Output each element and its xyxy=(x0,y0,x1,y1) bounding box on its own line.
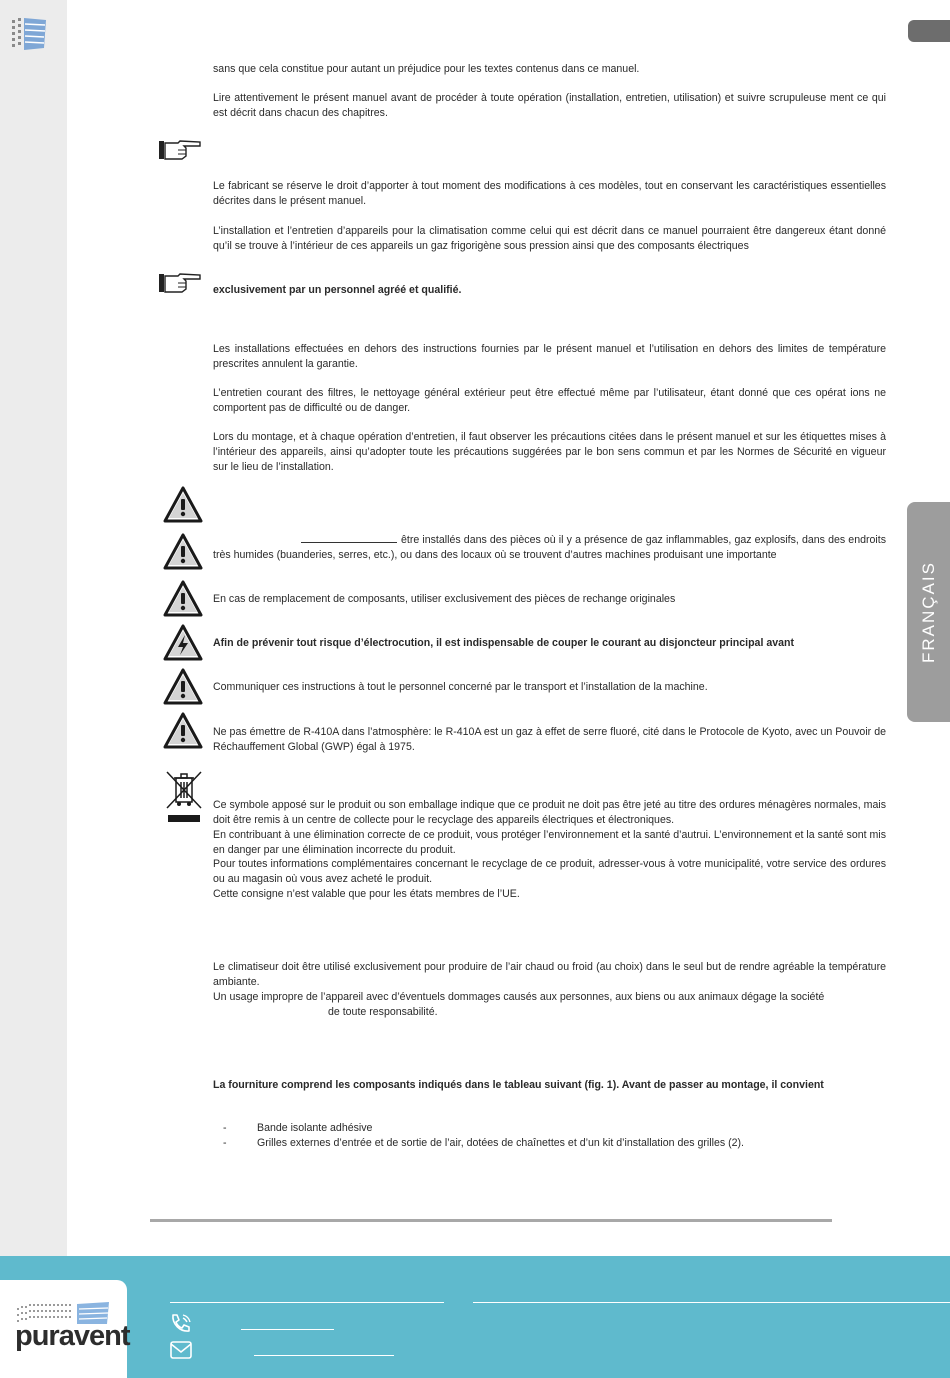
paragraph-intro: sans que cela constitue pour autant un préjudice pour les textes contenus dans ce manuel. xyxy=(213,63,640,75)
crossed-bin-icon xyxy=(164,770,204,826)
supply-intro: La fourniture comprend les composants indiqués dans le tableau suivant (fig. 1). Avant de passer au montage, il convient xyxy=(213,1079,824,1091)
language-tab-label: FRANÇAIS xyxy=(918,561,938,663)
usage-paragraph-3: de toute responsabilité. xyxy=(328,1006,438,1018)
section-divider xyxy=(150,1219,832,1222)
paragraph-qualified-staff: exclusivement par un personnel agréé et qualifié. xyxy=(213,284,462,296)
recycling-paragraph-2: En contribuant à une élimination correcte de ce produit, vous protéger l’environnement et la santé d’autrui. L’environnement et la santé sont mis en danger par une élimination incorrecte du produit. xyxy=(213,829,886,856)
warning-triangle-icon xyxy=(163,668,203,706)
recycling-paragraph-3: Pour toutes informations complémentaires concernant le recyclage de ce produit, adresser-vous à votre municipalité, votre service des ordures ou au magasin où vous avez acheté le produit. xyxy=(213,858,886,885)
warning-triangle-icon xyxy=(163,580,203,618)
warning-triangle-icon xyxy=(163,712,203,750)
electric-hazard-icon xyxy=(163,624,203,662)
paragraph-read-manual: Lire attentivement le présent manuel avant de procéder à toute opération (installation, entretien, utilisation) et suivre scrupuleuse ment ce qui est décrit dans chacun des chapitres. xyxy=(213,92,886,119)
brand-name: puravent xyxy=(15,1320,130,1352)
usage-paragraph-1: Le climatiseur doit être utilisé exclusivement pour produire de l’air chaud ou froid (au choix) dans le seul but de rendre agréable la température ambiante. xyxy=(213,961,886,988)
paragraph-danger-notice: L’installation et l’entretien d’appareils pour la climatisation comme celui qui est décrit dans ce manuel pourraient être dangereux étant donné qu’il se trouve à l’intérieur de ces appareils un gaz frigorigène sous pression ainsi que des composants électriques xyxy=(213,225,886,252)
language-tab xyxy=(907,502,950,722)
phone-icon xyxy=(168,1312,194,1334)
footer-divider xyxy=(473,1302,950,1303)
list-item: - Grilles externes d’entrée et de sortie de l’air, dotées de chaînettes et d’un kit d’installation des grilles (2). xyxy=(223,1137,744,1149)
warning-r410a: Ne pas émettre de R-410A dans l’atmosphère: le R-410A est un gaz à effet de serre fluoré, cité dans le Protocole de Kyoto, avec un Pouvoir de Réchauffement Global (GWP) égal à 1975. xyxy=(213,726,886,753)
list-item: - Bande isolante adhésive xyxy=(223,1122,373,1134)
warning-triangle-icon xyxy=(163,533,203,571)
footer-bar xyxy=(0,1256,950,1378)
paragraph-maintenance: L’entretien courant des filtres, le nettoyage général extérieur peut être effectué même par l’utilisateur, étant donné que ces opérat ions ne comportent pas de difficulté ou de danger. xyxy=(213,387,886,414)
pointing-hand-icon xyxy=(158,139,202,161)
warning-triangle-icon xyxy=(163,486,203,524)
page-number-tab xyxy=(908,20,950,42)
usage-paragraph-2: Un usage impropre de l’appareil avec d’éventuels dommages causés aux personnes, aux biens ou aux animaux dégage la société xyxy=(213,991,825,1003)
paragraph-precautions: Lors du montage, et à chaque opération d’entretien, il faut observer les précautions citées dans le présent manuel et sur les étiquettes mises à l’intérieur des appareils, ainsi qu’adopter toute les précautions suggérées par le bon sens commun et par les Normes de Sécurité en vigueur sur le lieu de l’installation. xyxy=(213,431,886,473)
recycling-paragraph-4: Cette consigne n’est valable que pour les états membres de l’UE. xyxy=(213,888,520,900)
supply-list xyxy=(223,1121,883,1151)
mail-underline xyxy=(254,1355,394,1356)
paragraph-warranty: Les installations effectuées en dehors des instructions fournies par le présent manuel et l’utilisation en dehors des limites de température prescrites annulent la garantie. xyxy=(213,343,886,370)
warning-installation-rooms: être installés dans des pièces où il y a présence de gaz inflammables, gaz explosifs, dans des endroits très humides (buanderies, serres, etc.), ou dans des locaux où se trouvent d’autres machines produisant une importante xyxy=(213,534,886,561)
warning-spare-parts: En cas de remplacement de composants, utiliser exclusivement des pièces de rechange originales xyxy=(213,593,676,605)
warning-communicate: Communiquer ces instructions à tout le personnel concerné par le transport et l’installation de la machine. xyxy=(213,681,708,693)
left-margin-strip xyxy=(0,0,67,1256)
phone-underline xyxy=(241,1329,334,1330)
footer-divider xyxy=(170,1302,444,1303)
brand-mark-icon xyxy=(10,14,50,54)
mail-icon xyxy=(168,1339,194,1361)
warning-electrocution: Afin de prévenir tout risque d’électrocution, il est indispensable de couper le courant au disjoncteur principal avant xyxy=(213,637,795,649)
paragraph-manufacturer-rights: Le fabricant se réserve le droit d’apporter à tout moment des modifications à ces modèles, tout en conservant les caractéristiques essentielles décrites dans le présent manuel. xyxy=(213,180,886,207)
pointing-hand-icon xyxy=(158,272,202,294)
recycling-paragraph-1: Ce symbole apposé sur le produit ou son emballage indique que ce produit ne doit pas être jeté au titre des ordures ménagères normales, mais doit être remis à un centre de collecte pour le recyclage des appareils électriques et électroniques. xyxy=(213,799,886,826)
